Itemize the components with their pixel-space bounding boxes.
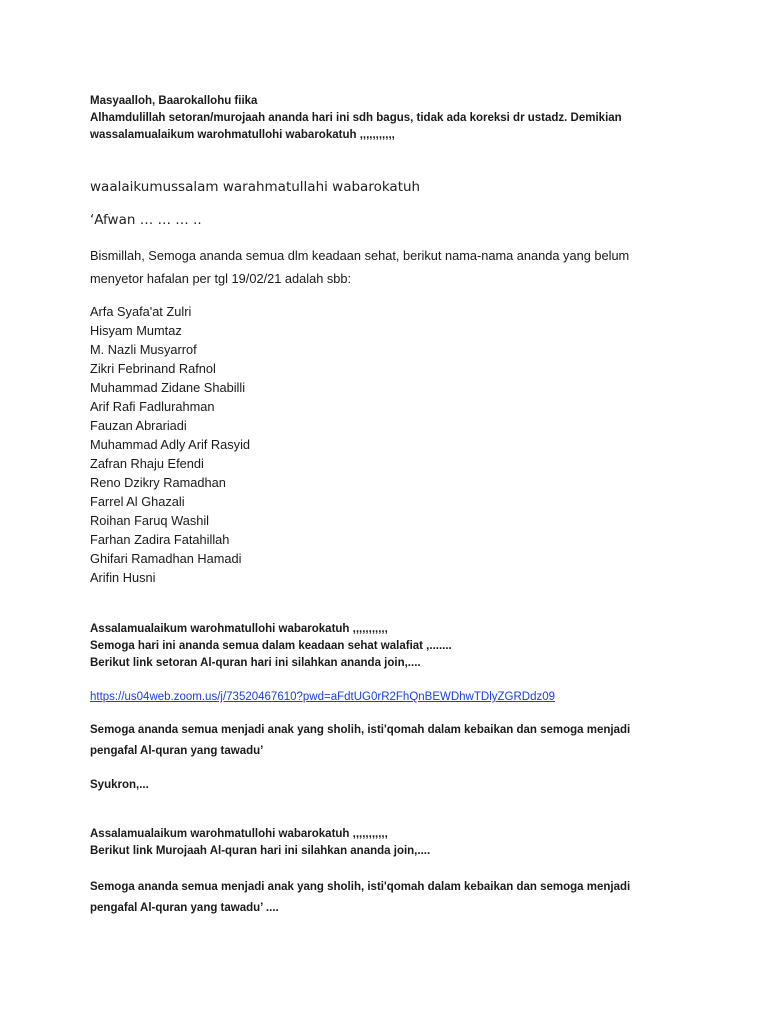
announcement-paragraph [90, 244, 690, 290]
list-item: Muhammad Adly Arif Rasyid [90, 437, 251, 452]
doa-paragraph-1 [90, 720, 690, 762]
reply-afwan: ‘Afwan … … … .. [90, 212, 202, 228]
list-item: Roihan Faruq Washil [90, 513, 210, 528]
greeting-line-1: Masyaalloh, Baarokallohu fiika [90, 95, 258, 107]
setoran-line-3: Berikut link setoran Al-quran hari ini silahkan ananda join,.... [90, 657, 421, 669]
murojaah-line-1: Assalamualaikum warohmatullohi wabarokatuh ,,,,,,,,,,, [90, 828, 388, 840]
closing-text [90, 777, 690, 794]
announcement-line-1: Bismillah, Semoga ananda semua dlm keadaan sehat, berikut nama-nama ananda yang belum [90, 248, 630, 263]
list-item: Zikri Febrinand Rafnol [90, 361, 216, 376]
greeting-block [90, 93, 690, 144]
list-item: Muhammad Zidane Shabilli [90, 380, 246, 395]
doa-1-line-1: Semoga ananda semua menjadi anak yang sholih, isti'qomah dalam kebaikan dan semoga menjadi [90, 724, 631, 736]
reply-salam: waalaikumussalam warahmatullahi wabarokatuh [90, 179, 421, 195]
doa-paragraph-2 [90, 877, 690, 919]
greeting-line-2: Alhamdulillah setoran/murojaah ananda hari ini sdh bagus, tidak ada koreksi dr ustadz. Demikian [90, 112, 622, 124]
murojaah-block [90, 826, 690, 860]
list-item: Reno Dzikry Ramadhan [90, 475, 226, 490]
names-list [90, 302, 250, 587]
list-item: M. Nazli Musyarrof [90, 342, 197, 357]
murojaah-line-2: Berikut link Murojaah Al-quran hari ini silahkan ananda join,.... [90, 845, 431, 857]
setoran-line-1: Assalamualaikum warohmatullohi wabarokatuh ,,,,,,,,,,, [90, 623, 388, 635]
list-item: Farhan Zadira Fatahillah [90, 532, 230, 547]
doa-2-line-2: pengafal Al-quran yang tawadu’ .... [90, 902, 279, 914]
zoom-link[interactable]: https://us04web.zoom.us/j/73520467610?pwd=aFdtUG0rR2FhQnBEWDhwTDlyZGRDdz09 [90, 691, 556, 703]
setoran-block [90, 621, 690, 672]
list-item: Arifin Husni [90, 570, 156, 585]
announcement-line-2: menyetor hafalan per tgl 19/02/21 adalah sbb: [90, 271, 352, 286]
doa-2-line-1: Semoga ananda semua menjadi anak yang sholih, isti'qomah dalam kebaikan dan semoga menjadi [90, 881, 631, 893]
list-item: Arfa Syafa'at Zulri [90, 304, 192, 319]
setoran-line-2: Semoga hari ini ananda semua dalam keadaan sehat walafiat ,....... [90, 640, 452, 652]
greeting-line-3: wassalamualaikum warohmatullohi wabarokatuh ,,,,,,,,,,, [90, 129, 395, 141]
doa-1-line-2: pengafal Al-quran yang tawadu’ [90, 745, 264, 757]
closing-line: Syukron,... [90, 779, 149, 791]
list-item: Fauzan Abrariadi [90, 418, 187, 433]
list-item: Ghifari Ramadhan Hamadi [90, 551, 242, 566]
list-item: Hisyam Mumtaz [90, 323, 182, 338]
list-item: Farrel Al Ghazali [90, 494, 185, 509]
list-item: Arif Rafi Fadlurahman [90, 399, 215, 414]
list-item: Zafran Rhaju Efendi [90, 456, 204, 471]
